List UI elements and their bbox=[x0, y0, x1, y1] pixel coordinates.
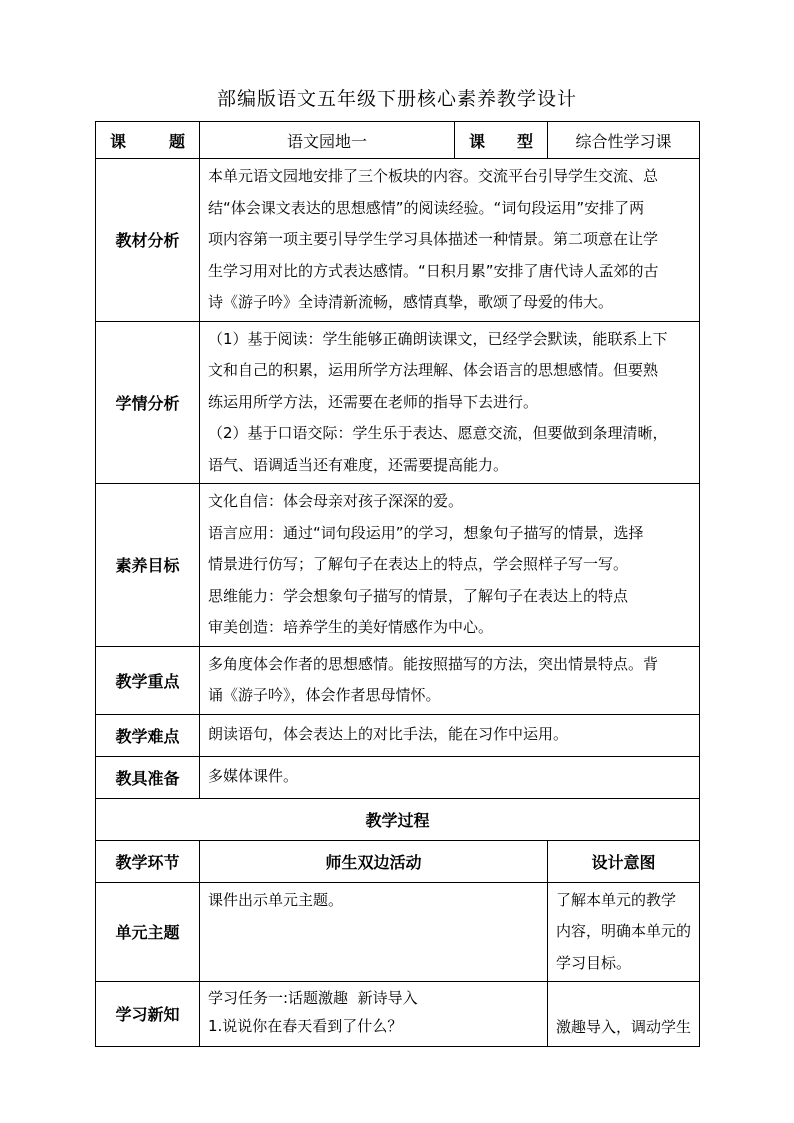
difficulties-content bbox=[200, 714, 700, 756]
material-analysis-label: 教材分析 bbox=[96, 159, 200, 322]
header-row bbox=[96, 122, 700, 159]
literacy-goals-label: 素养目标 bbox=[96, 484, 200, 647]
activity-cell bbox=[200, 882, 548, 982]
column-header-intent: 设计意图 bbox=[548, 840, 700, 882]
text-line: 诵《游子吟》，体会作者思母情怀。 bbox=[208, 686, 441, 704]
document-title: 部编版语文五年级下册核心素养教学设计 bbox=[216, 88, 577, 110]
text-line bbox=[556, 984, 693, 1012]
type-label: 课 型 bbox=[455, 122, 548, 159]
process-title-row bbox=[96, 798, 700, 840]
row-material-analysis bbox=[96, 159, 700, 322]
text-line: 语言应用：通过“词句段运用”的学习，想象句子描写的情景，选择 bbox=[208, 523, 644, 542]
teaching-tools-label: 教具准备 bbox=[96, 756, 200, 798]
stage-label: 单元主题 bbox=[96, 882, 200, 982]
text-line: 1.说说你在春天看到了什么？ bbox=[208, 1017, 403, 1035]
process-row-unit-theme bbox=[96, 882, 700, 982]
lesson-plan-table bbox=[95, 121, 700, 1047]
text-line: 项内容第一项主要引导学生学习具体描述一种情景。第二项意在让学 bbox=[208, 230, 659, 248]
difficulties-label: 教学难点 bbox=[96, 714, 200, 756]
text-line: 本单元语文园地安排了三个板块的内容。交流平台引导学生交流、总 bbox=[208, 167, 659, 185]
student-analysis-content bbox=[200, 321, 700, 484]
process-title: 教学过程 bbox=[96, 798, 700, 840]
text-line: 情景进行仿写；了解句子在表达上的特点，学会照样子写一写。 bbox=[208, 555, 629, 573]
row-literacy-goals bbox=[96, 484, 700, 647]
literacy-goals-content bbox=[200, 484, 700, 647]
text-line: （2）基于口语交际：学生乐于表达、愿意交流，但要做到条理清晰， bbox=[208, 424, 668, 442]
type-value: 综合性学习课 bbox=[548, 122, 700, 159]
text-line: 内容，明确本单元的 bbox=[556, 922, 692, 940]
text-line: 文化自信：体会母亲对孩子深深的爱。 bbox=[208, 492, 464, 510]
row-student-analysis bbox=[96, 321, 700, 484]
topic-value: 语文园地一 bbox=[200, 122, 455, 159]
row-teaching-tools bbox=[96, 756, 700, 798]
text-line: 结“体会课文表达的思想感情”的阅读经验。“词句段运用”安排了两 bbox=[208, 198, 645, 217]
teaching-tools-content bbox=[200, 756, 700, 798]
text-line: 多角度体会作者的思想感情。能按照描写的方法，突出情景特点。背 bbox=[208, 654, 659, 673]
text-line: 多媒体课件。 bbox=[208, 767, 299, 786]
key-points-content bbox=[200, 646, 700, 714]
topic-label: 课 题 bbox=[96, 122, 200, 159]
material-analysis-content bbox=[200, 159, 700, 322]
text-line: 了解本单元的教学 bbox=[556, 890, 677, 909]
text-line: 朗读语句，体会表达上的对比手法，能在习作中运用。 bbox=[208, 725, 569, 744]
text-line: 课件出示单元主题。 bbox=[208, 890, 344, 909]
text-line: 审美创造：培养学生的美好情感作为中心。 bbox=[208, 618, 494, 636]
process-row-new-learning bbox=[96, 982, 700, 1047]
activity-cell bbox=[200, 982, 548, 1047]
text-line: 诗《游子吟》全诗清新流畅，感情真挚，歌颂了母爱的伟大。 bbox=[208, 293, 614, 311]
text-line: 练运用所学方法，还需要在老师的指导下去进行。 bbox=[208, 392, 539, 411]
stage-label: 学习新知 bbox=[96, 982, 200, 1047]
row-difficulties bbox=[96, 714, 700, 756]
process-header-row bbox=[96, 840, 700, 882]
intent-cell bbox=[548, 882, 700, 982]
text-line: 语气、语调适当还有难度，还需要提高能力。 bbox=[208, 455, 509, 474]
key-points-label: 教学重点 bbox=[96, 646, 200, 714]
text-line: 生学习用对比的方式表达感情。“日积月累”安排了唐代诗人孟郊的古 bbox=[208, 261, 659, 280]
row-key-points bbox=[96, 646, 700, 714]
text-line: 学习任务一:话题激趣 新诗导入 bbox=[208, 989, 418, 1007]
column-header-stage: 教学环节 bbox=[96, 840, 200, 882]
text-line: （1）基于阅读：学生能够正确朗读课文，已经学会默读，能联系上下 bbox=[208, 329, 668, 348]
text-line: 思维能力：学会想象句子描写的情景，了解句子在表达上的特点 bbox=[208, 586, 629, 605]
column-header-activity: 师生双边活动 bbox=[200, 840, 548, 882]
student-analysis-label: 学情分析 bbox=[96, 321, 200, 484]
text-line: 学习目标。 bbox=[556, 953, 632, 972]
intent-cell bbox=[548, 982, 700, 1047]
text-line: 激趣导入，调动学生 bbox=[556, 1018, 692, 1036]
text-line: 文和自己的积累，运用所学方法理解、体会语言的思想感情。但要熟 bbox=[208, 361, 659, 379]
